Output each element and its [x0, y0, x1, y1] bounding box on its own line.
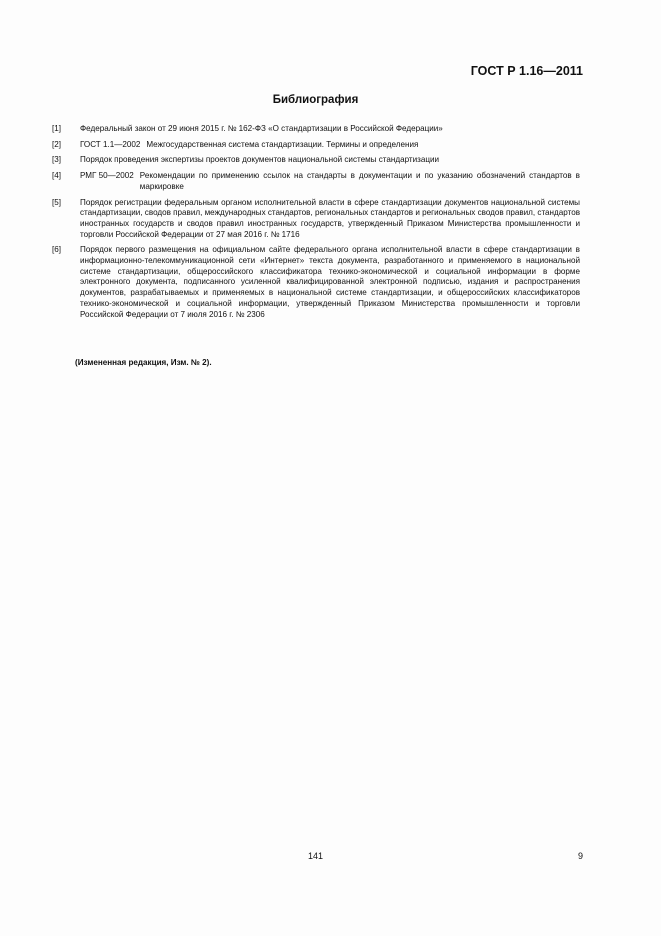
reference-number: [3] [52, 155, 61, 165]
bibliography-item [52, 140, 580, 151]
reference-text: Межгосударственная система стандартизации. Термины и определения [146, 139, 419, 149]
reference-number: [1] [52, 124, 61, 133]
reference-number: [6] [52, 245, 61, 255]
page-number-center: 141 [307, 851, 324, 861]
reference-text: Рекомендации по применению ссылок на стандарты в документации и по указанию обозначений стандартов в маркировке [139, 171, 580, 191]
bibliography-item [52, 155, 580, 166]
reference-text: Порядок регистрации федеральным органом исполнительной власти в сфере стандартизации документов национальной системы стандартизации, сводов правил, международных стандартов, региональных стандартов и региональных сводов правил, стандартов иностранных государств и сводов правил иностранных государств, утвержденный Приказом Министерства промышленности и торговли Российской Федерации от 27 мая 2016 г. № 1716 [80, 197, 580, 239]
page-number-right: 9 [577, 851, 583, 861]
bibliography-item [52, 198, 580, 241]
reference-text: Федеральный закон от 29 июня 2015 г. № 162-ФЗ «О стандартизации в Российской Федерации» [80, 124, 443, 133]
amendment-note: (Измененная редакция, Изм. № 2). [75, 358, 212, 367]
reference-code: ГОСТ 1.1—2002 [80, 139, 141, 149]
bibliography-list [52, 124, 580, 325]
reference-code: РМГ 50—2002 [80, 171, 134, 181]
reference-number: [5] [52, 197, 61, 207]
reference-text: Порядок первого размещения на официальном сайте федерального органа исполнительной власти в сфере стандартизации в информационно-телекоммуникационной сети «Интернет» текста документа, разработанного и применяемого в национальной системе стандартизации, общероссийского классификатора технико-экономической и социальной информации в форме электронного документа, подписанного усиленной квалифицированной электронной подписью, издания и распространения документов, разрабатываемых и применяемых в национальной системе стандартизации, и общероссийских классификаторов технико-экономической и социальной информации, утвержденный Приказом Министерства промышленности и торговли Российской Федерации от 7 июля 2016 г. № 2306 [80, 245, 580, 319]
bibliography-item [52, 171, 580, 192]
document-code: ГОСТ Р 1.16—2011 [470, 64, 583, 78]
bibliography-item [52, 245, 580, 320]
bibliography-item [52, 124, 580, 135]
reference-number: [2] [52, 139, 61, 149]
section-title: Библиография [272, 94, 359, 106]
reference-text: Порядок проведения экспертизы проектов документов национальной системы стандартизации [80, 155, 440, 165]
reference-number: [4] [52, 171, 61, 181]
